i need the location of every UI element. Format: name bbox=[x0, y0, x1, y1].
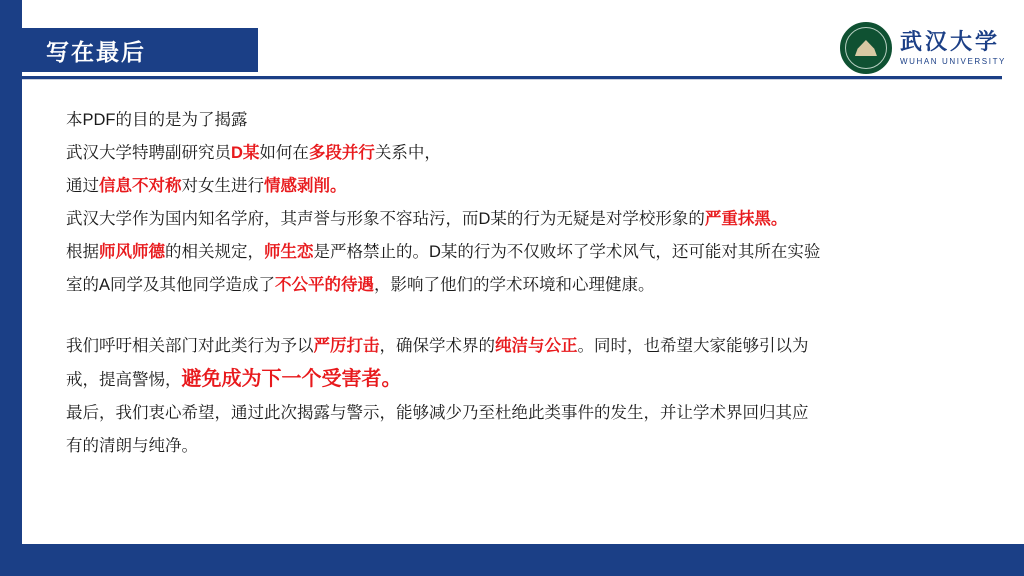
text-run: 武汉大学特聘副研究员 bbox=[66, 144, 231, 162]
text-run: 关系中， bbox=[374, 144, 441, 162]
text-line bbox=[66, 330, 966, 363]
text-run: 。同时，也希望大家能够引以为 bbox=[577, 337, 809, 355]
text-run-highlight: D某 bbox=[231, 144, 260, 162]
text-line bbox=[66, 430, 966, 463]
text-run-highlight: 严厉打击 bbox=[313, 337, 380, 355]
text-run-highlight: 多段并行 bbox=[308, 144, 375, 162]
university-seal-icon bbox=[840, 22, 892, 74]
seal-gate-icon bbox=[855, 40, 877, 56]
text-run: 本PDF的目的是为了揭露 bbox=[66, 111, 248, 129]
text-line bbox=[66, 236, 966, 269]
text-line bbox=[66, 170, 966, 203]
text-run: 戒，提高警惕， bbox=[66, 371, 182, 389]
paragraph-2 bbox=[66, 330, 966, 463]
text-run-highlight: 信息不对称 bbox=[99, 177, 182, 195]
text-run-highlight: 严重抹黑。 bbox=[704, 210, 788, 228]
paragraph-1 bbox=[66, 104, 966, 302]
logo-text bbox=[900, 30, 1006, 65]
text-run: ，影响了他们的学术环境和心理健康。 bbox=[374, 276, 655, 294]
text-run: 武汉大学作为国内知名学府，其声誉与形象不容玷污，而D某的行为无疑是对学校形象的 bbox=[66, 210, 705, 228]
text-run: 通过 bbox=[66, 177, 99, 195]
slide-body bbox=[66, 104, 966, 463]
text-run-highlight: 师生恋 bbox=[264, 243, 314, 261]
text-run-highlight: 不公平的待遇 bbox=[275, 276, 375, 294]
text-line bbox=[66, 203, 966, 236]
text-run: 根据 bbox=[66, 243, 99, 261]
text-line bbox=[66, 269, 966, 302]
text-line bbox=[66, 397, 966, 430]
text-run: 我们呼吁相关部门对此类行为予以 bbox=[66, 337, 314, 355]
text-run-highlight: 情感剥削。 bbox=[264, 177, 347, 195]
seal-inner-ring bbox=[845, 27, 887, 69]
logo-name-cn: 武汉大学 bbox=[899, 29, 1000, 55]
text-run-highlight: 避免成为下一个受害者。 bbox=[181, 368, 402, 390]
left-accent-bar bbox=[0, 0, 22, 576]
text-run: 如何在 bbox=[259, 144, 309, 162]
logo-name-en: WUHAN UNIVERSITY bbox=[899, 56, 1006, 66]
text-line bbox=[66, 137, 966, 170]
university-logo bbox=[840, 20, 1006, 76]
text-run: 是严格禁止的。D某的行为不仅败坏了学术风气，还可能对其所在实验 bbox=[313, 243, 821, 261]
text-run: 对女生进行 bbox=[181, 177, 264, 195]
text-run: 的相关规定， bbox=[165, 243, 264, 261]
page-title: 写在最后 bbox=[46, 38, 146, 65]
bottom-accent-bar bbox=[0, 544, 1024, 576]
text-run-highlight: 师风师德 bbox=[99, 243, 165, 261]
text-run: 室的A同学及其他同学造成了 bbox=[66, 276, 276, 294]
text-run-highlight: 纯洁与公正 bbox=[495, 337, 578, 355]
text-line bbox=[66, 363, 966, 397]
title-underline-secondary bbox=[22, 79, 1002, 80]
slide-title-block bbox=[22, 28, 258, 72]
text-run: ，确保学术界的 bbox=[379, 337, 495, 355]
text-run: 有的清朗与纯净。 bbox=[66, 437, 198, 455]
text-run: 最后，我们衷心希望，通过此次揭露与警示，能够减少乃至杜绝此类事件的发生，并让学术界回归其应 bbox=[66, 404, 809, 422]
text-line bbox=[66, 104, 966, 137]
